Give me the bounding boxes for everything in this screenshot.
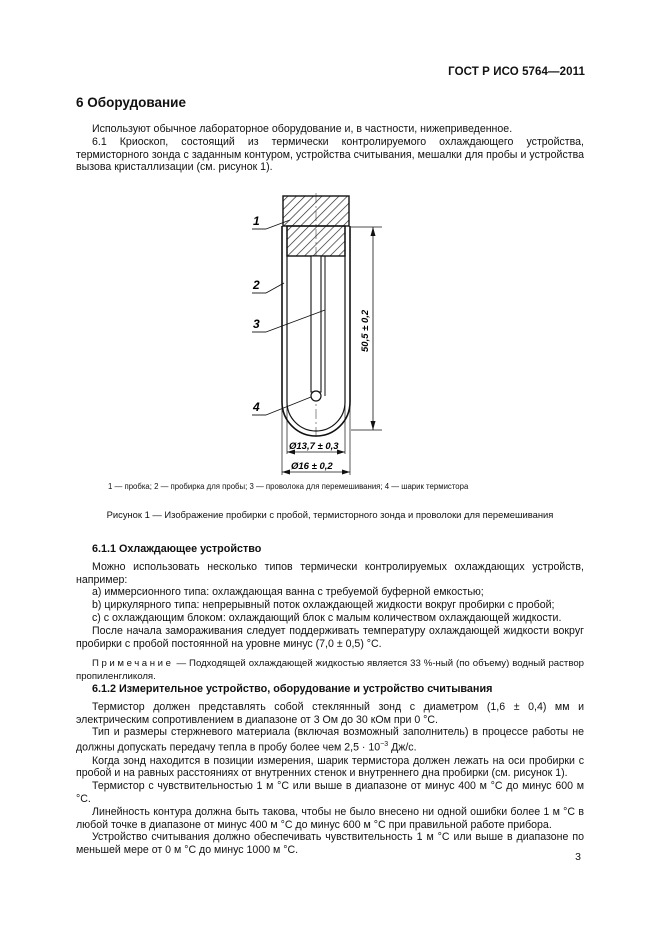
s612-paragraph-6: Устройство считывания должно обеспечивать чувствительность 1 м °С или выше в диапазоне по меньшей мере от 0 м °С до минус 1000 м °С. (76, 831, 584, 857)
stopper-bottom (287, 226, 345, 256)
svg-text:50,5 ± 0,2: 50,5 ± 0,2 (360, 309, 371, 352)
intro-paragraph-1: Используют обычное лабораторное оборудование и, в частности, нижеприведенное. (92, 123, 513, 135)
s611-list-item-b: b) циркулярного типа: непрерывный поток охлаждающей жидкости вокруг пробирки с пробой; (92, 599, 555, 612)
s612-paragraph-1: Термистор должен представлять собой стеклянный зонд с диаметром (1,6 ± 0,4) мм и электрическим сопротивлением в диапазоне от 3 Ом до 30 кОм при 0 °С. (76, 700, 584, 726)
intro-paragraph-2: 6.1 Криоскоп, состоящий из термически контролируемого охлаждающего устройства, термисторного зонда с заданным контуром, устройства считывания, мешалки для пробы и устройства вызова кристаллизации (см. рисунок 1). (76, 135, 584, 174)
figure-legend: 1 — пробка; 2 — пробирка для пробы; 3 — проволока для перемешивания; 4 — шарик термистора (108, 482, 469, 491)
standard-designation: ГОСТ Р ИСО 5764—2011 (448, 66, 585, 78)
svg-text:1: 1 (253, 214, 260, 228)
svg-text:4: 4 (253, 400, 260, 414)
s611-list-item-a: a) иммерсионного типа: охлаждающая ванна с требуемой буферной емкостью; (92, 586, 484, 599)
svg-text:Ø13,7 ± 0,3: Ø13,7 ± 0,3 (289, 441, 339, 452)
note-text: — Подходящей охлаждающей жидкостью является 33 %-ный (по объему) водный раствор пропиленгликоля. (76, 658, 584, 682)
section-6-1-1 (76, 543, 584, 683)
s611-note (76, 658, 584, 683)
s612-paragraph-5: Линейность контура должна быть такова, чтобы не было внесено ни одной ошибки более 1 м °С в любой точке в диапазоне от минус 400 м °С до минус 600 м °С при правильной работе прибора. (76, 805, 584, 831)
figure-label-2 (252, 278, 284, 293)
s612-paragraph-4: Термистор с чувствительностью 1 м °С или выше в диапазоне от минус 400 м °С до минус 600 м °С. (76, 780, 584, 805)
section-title: 6 Оборудование (76, 95, 186, 110)
page-number: 3 (575, 851, 581, 863)
s611-list-item-c: c) с охлаждающим блоком: охлаждающий блок с малым количеством охлаждающей жидкости. (92, 611, 562, 624)
svg-text:2: 2 (253, 278, 260, 292)
section-6-1-2 (76, 683, 584, 857)
s611-paragraph-2: После начала замораживания следует поддерживать температуру охлаждающей жидкости вокруг пробирки с пробой постоянной на уровне минус (7,0 ± 0,5) °С. (76, 624, 584, 650)
figure-caption: Рисунок 1 — Изображение пробирки с пробой, термисторного зонда и проволоки для перемешивания (106, 509, 554, 520)
probe-rod (311, 256, 321, 392)
dimension-length (351, 227, 382, 430)
note-label: Примечание (92, 658, 174, 670)
subsection-title-6-1-2: 6.1.2 Измерительное устройство, оборудование и устройство считывания (92, 683, 493, 695)
s612-paragraph-2: Тип и размеры стержневого материала (включая возможный заполнитель) в процессе работы не должны допускать передачу тепла в пробу более чем $2,5 \cdot 10^{-3}$ Дж/с. (76, 726, 584, 754)
svg-text:Ø16 ± 0,2: Ø16 ± 0,2 (291, 461, 333, 472)
thermistor-bead (311, 391, 321, 401)
svg-text:3: 3 (253, 317, 260, 331)
subsection-title-6-1-1: 6.1.1 Охлаждающее устройство (92, 543, 262, 555)
stopper-top (283, 196, 349, 226)
s612-paragraph-3: Когда зонд находится в позиции измерения, шарик термистора должен лежать на оси пробирки с пробой и на равных расстояниях от внутренних стенок и внутреннего дна пробирки (см. рисунок 1). (76, 754, 584, 780)
s611-paragraph-1: Можно использовать несколько типов термически контролируемых охлаждающих устройств, например: (76, 560, 584, 586)
